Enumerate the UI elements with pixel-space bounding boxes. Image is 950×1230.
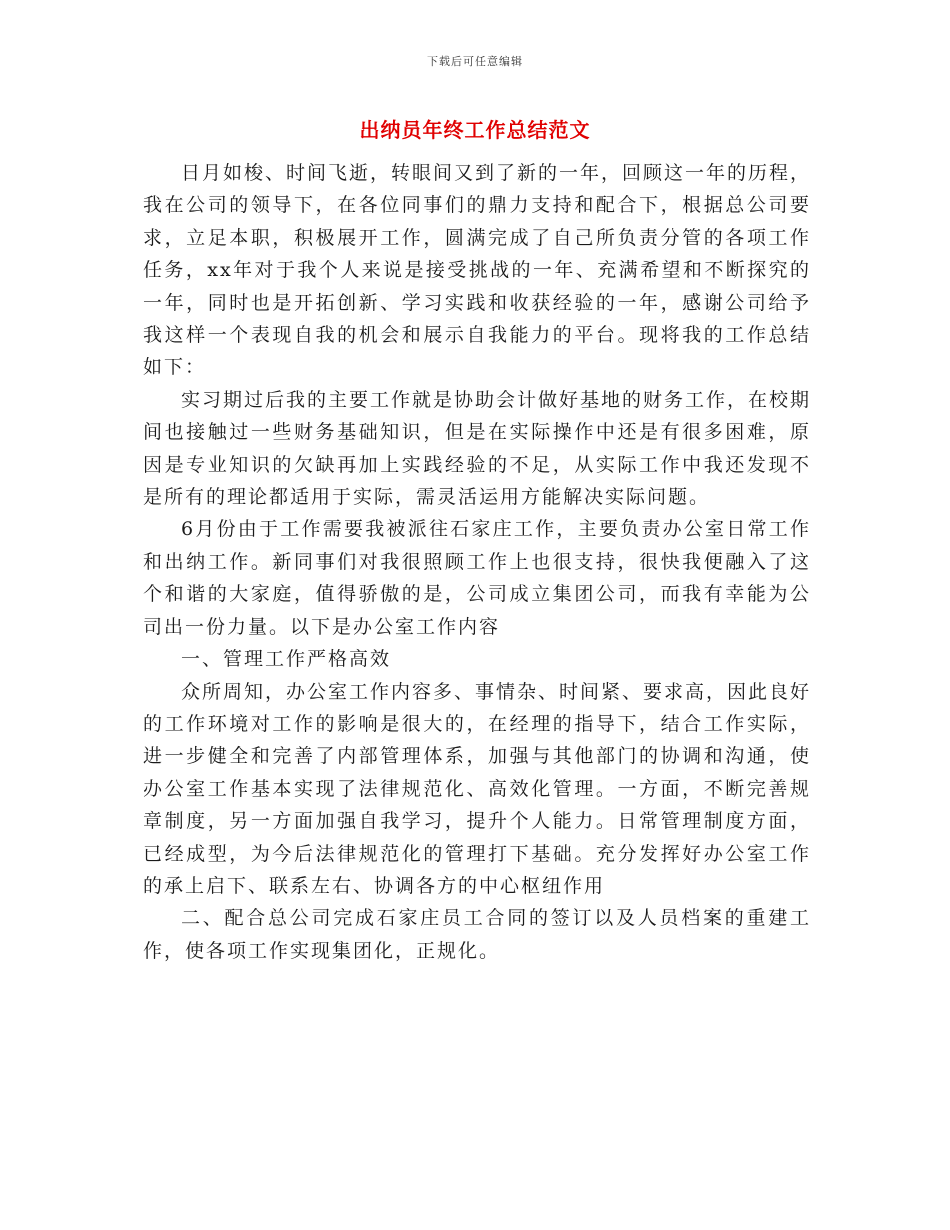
document-body xyxy=(143,157,811,967)
document-title: 出纳员年终工作总结范文 xyxy=(359,118,591,142)
paragraph-internship: 实习期过后我的主要工作就是协助会计做好基地的财务工作，在校期间也接触过一些财务基础知识，但是在实际操作中还是有很多困难，原因是专业知识的欠缺再加上实践经验的不足，从实际工作中我还发现不是所有的理论都适用于实际，需灵活运用方能解决实际问题。 xyxy=(143,388,812,509)
paragraph-management: 众所周知，办公室工作内容多、事情杂、时间紧、要求高，因此良好的工作环境对工作的影响是很大的，在经理的指导下，结合工作实际，进一步健全和完善了内部管理体系，加强与其他部门的协调和沟通，使办公室工作基本实现了法律规范化、高效化管理。一方面，不断完善规章制度，另一方面加强自我学习，提升个人能力。日常管理制度方面，已经成型，为今后法律规范化的管理打下基础。充分发挥好办公室工作的承上启下、联系左右、协调各方的中心枢纽作用 xyxy=(143,680,812,897)
paragraph-intro: 日月如梭、时间飞逝，转眼间又到了新的一年，回顾这一年的历程，我在公司的领导下，在各位同事们的鼎力支持和配合下，根据总公司要求，立足本职，积极展开工作，圆满完成了自己所负责分管的各项工作任务，xx年对于我个人来说是接受挑战的一年、充满希望和不断探究的一年，同时也是开拓创新、学习实践和收获经验的一年，感谢公司给予我这样一个表现自我的机会和展示自我能力的平台。现将我的工作总结如下： xyxy=(143,162,812,379)
header-note: 下载后可任意编辑 xyxy=(427,55,523,68)
section-heading-management: 一、管理工作严格高效 xyxy=(181,648,392,671)
section-heading-contracts: 二、配合总公司完成石家庄员工合同的签订以及人员档案的重建工作，使各项工作实现集团化，正规化。 xyxy=(143,907,811,962)
paragraph-shijiazhuang: 6月份由于工作需要我被派往石家庄工作，主要负责办公室日常工作和出纳工作。新同事们对我很照顾工作上也很支持，很快我便融入了这个和谐的大家庭，值得骄傲的是，公司成立集团公司，而我有幸能为公司出一份力量。以下是办公室工作内容 xyxy=(143,518,811,638)
